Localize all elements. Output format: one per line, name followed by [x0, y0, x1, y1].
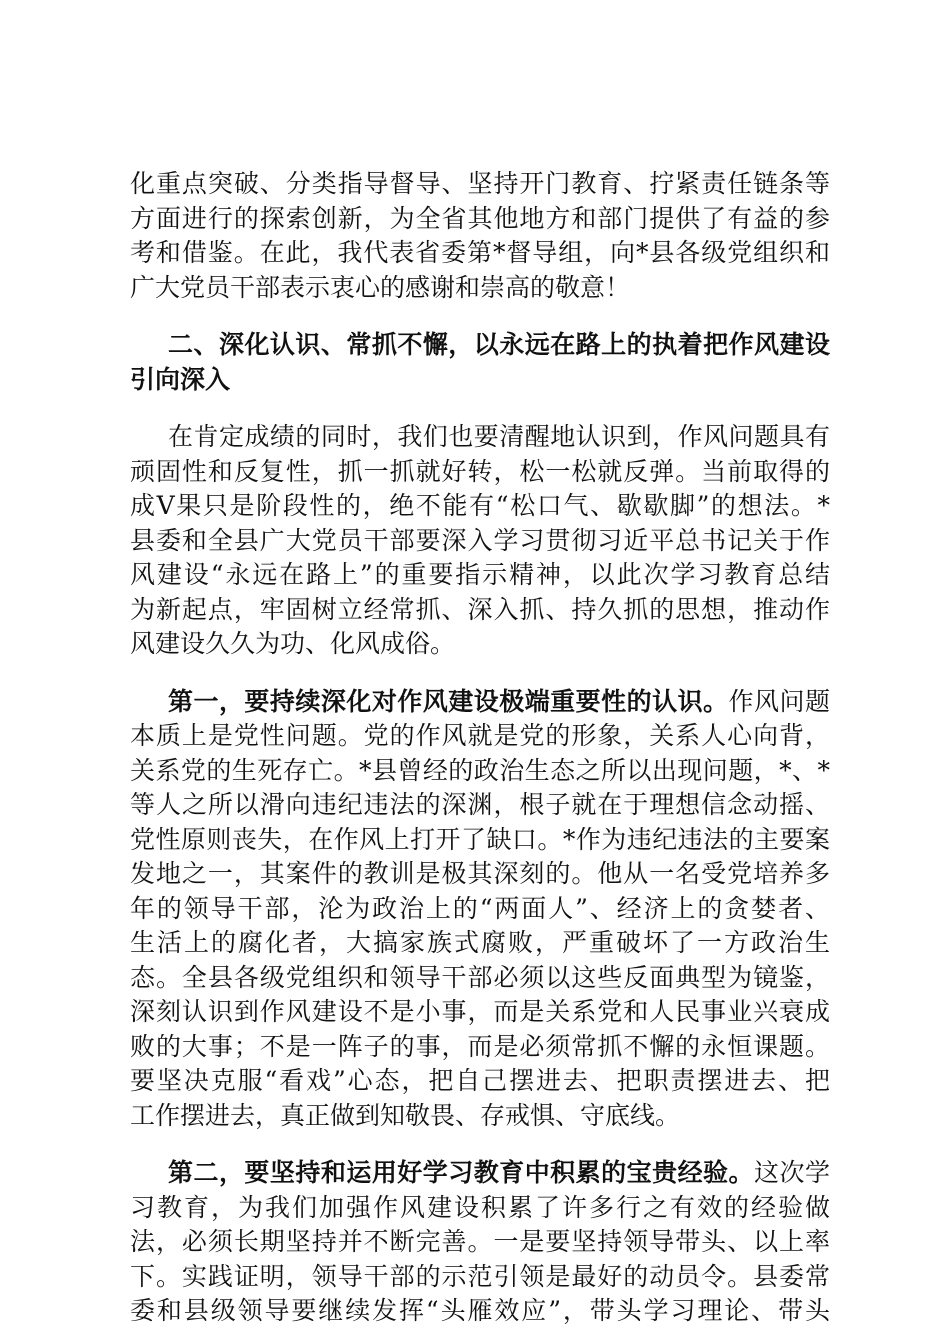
text-line: 方面进行的探索创新，为全省其他地方和部门提供了有益的参 — [130, 203, 830, 233]
text-line: 下。实践证明，领导干部的示范引领是最好的动员令。县委常 — [130, 1261, 830, 1291]
paragraph-continuation — [130, 167, 830, 305]
text-line: 风建设“永远在路上”的重要指示精神，以此次学习教育总结 — [130, 560, 830, 589]
text-line: 在肯定成绩的同时，我们也要清醒地认识到，作风问题具有 — [168, 422, 830, 451]
text-line: 成Ⅴ果只是阶段性的，绝不能有“松口气、歇歇脚”的想法。* — [130, 491, 830, 520]
heading-line: 引向深入 — [130, 364, 231, 394]
text-line: 本质上是党性问题。党的作风就是党的形象，关系人心向背， — [130, 721, 830, 750]
paragraph-gap — [130, 397, 830, 420]
heading-line: 二、深化认识、常抓不懈，以永远在路上的执着把作风建设 — [168, 330, 830, 359]
text-line: 广大党员干部表示衷心的感谢和崇高的敬意！ — [130, 272, 631, 302]
text-line: 工作摆进去，真正做到知敬畏、存戒惧、守底线。 — [130, 1100, 681, 1130]
lead-continuation: 作风问题 — [728, 686, 830, 716]
paragraph-gap — [130, 305, 830, 328]
text-line: 发地之一，其案件的教训是极其深刻的。他从一名受党培养多 — [130, 859, 830, 888]
text-line: 法，必须长期坚持并不断完善。一是要坚持领导带头、以上率 — [130, 1227, 830, 1256]
paragraph — [130, 420, 830, 662]
paragraph — [130, 1156, 830, 1329]
lead-sentence: 第一，要持续深化对作风建设极端重要性的认识。 — [168, 686, 729, 716]
lead-sentence: 第二，要坚持和运用好学习教育中积累的宝贵经验。 — [168, 1158, 755, 1187]
text-line: 考和借鉴。在此，我代表省委第*督导组，向*县各级党组织和 — [130, 238, 830, 267]
text-line: 党性原则丧失，在作风上打开了缺口。*作为违纪违法的主要案 — [130, 824, 830, 854]
text-line: 要坚决克服“看戏”心态，把自己摆进去、把职责摆进去、把 — [130, 1066, 830, 1095]
text-line: 等人之所以滑向违纪违法的深渊，根子就在于理想信念动摇、 — [130, 790, 830, 819]
text-line: 生活上的腐化者，大搞家族式腐败，严重破坏了一方政治生 — [130, 928, 830, 957]
lead-line — [130, 1156, 830, 1191]
text-line: 败的大事；不是一阵子的事，而是必须常抓不懈的永恒课题。 — [130, 1031, 830, 1061]
text-line: 县委和全县广大党员干部要深入学习贯彻习近平总书记关于作 — [130, 525, 830, 555]
document-body — [130, 167, 830, 1329]
paragraph-gap — [130, 662, 830, 685]
text-line: 化重点突破、分类指导督导、坚持开门教育、拧紧责任链条等 — [130, 169, 830, 198]
paragraph-gap — [130, 1133, 830, 1156]
section-heading — [130, 328, 830, 397]
paragraph — [130, 685, 830, 1134]
lead-line — [130, 685, 830, 720]
text-line: 习教育，为我们加强作风建设积累了许多行之有效的经验做 — [130, 1192, 830, 1222]
text-line: 顽固性和反复性，抓一抓就好转，松一松就反弹。当前取得的 — [130, 456, 830, 486]
text-line: 为新起点，牢固树立经常抓、深入抓、持久抓的思想，推动作 — [130, 594, 830, 624]
lead-continuation: 这次学 — [754, 1158, 830, 1187]
text-line: 关系党的生死存亡。*县曾经的政治生态之所以出现问题，*、* — [130, 755, 830, 785]
text-line: 年的领导干部，沦为政治上的“两面人”、经济上的贪婪者、 — [130, 893, 830, 923]
text-line: 态。全县各级党组织和领导干部必须以这些反面典型为镜鉴， — [130, 962, 830, 992]
text-line: 风建设久久为功、化风成俗。 — [130, 629, 456, 658]
text-line: 深刻认识到作风建设不是小事，而是关系党和人民事业兴衰成 — [130, 997, 830, 1026]
text-line: 委和县级领导要继续发挥“头雁效应”，带头学习理论、带头 — [130, 1296, 830, 1325]
